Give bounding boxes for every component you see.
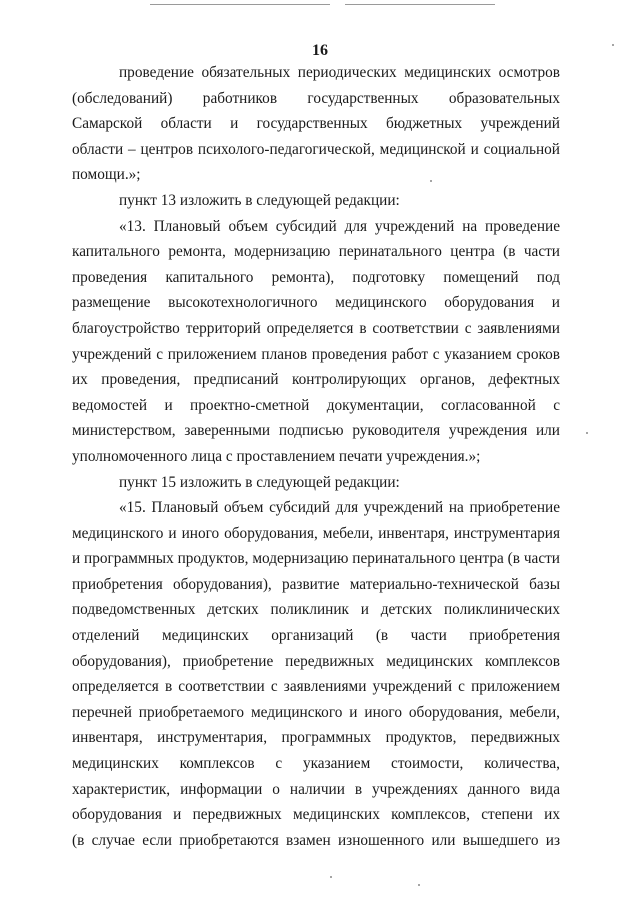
text-line: приобретения оборудования), развитие материально-технической базы bbox=[72, 575, 560, 593]
text-line: учреждений с приложением планов проведения работ с указанием сроков bbox=[72, 345, 560, 363]
text-line: уполномоченного лица с проставлением печати учреждения.»; bbox=[72, 447, 481, 465]
text-line: «13. Плановый объем субсидий для учреждений на проведение bbox=[119, 217, 560, 235]
text-line: размещение высокотехнологичного медицинского оборудования и bbox=[72, 294, 560, 312]
text-line: области – центров психолого-педагогической, медицинской и социальной bbox=[72, 140, 560, 158]
text-line: отделений медицинских организаций (в части приобретения bbox=[72, 627, 560, 645]
text-line: (в случае если приобретаются взамен изношенного или вышедшего из bbox=[72, 831, 560, 849]
scan-edge-line bbox=[150, 4, 330, 5]
text-line: ведомостей и проектно-сметной документации, согласованной с bbox=[72, 396, 560, 414]
text-line: Самарской области и государственных бюджетных учреждений bbox=[72, 115, 560, 133]
text-line: проведения капитального ремонта), подготовку помещений под bbox=[72, 268, 560, 286]
text-line: оборудования и передвижных медицинских комплексов, степени их bbox=[72, 806, 560, 824]
text-line: инвентаря, инструментария, программных продуктов, передвижных bbox=[72, 729, 560, 747]
text-line: подведомственных детских поликлиник и детских поликлинических bbox=[72, 601, 560, 619]
text-line: определяется в соответствии с заявлениями учреждений с приложением bbox=[72, 678, 560, 696]
text-line: медицинского и иного оборудования, мебели, инвентаря, инструментария bbox=[72, 524, 560, 542]
text-line: «15. Плановый объем субсидий для учреждений на приобретение bbox=[119, 499, 560, 517]
scan-speck bbox=[330, 876, 332, 878]
scan-speck bbox=[418, 884, 420, 886]
text-line: помощи.»; bbox=[72, 166, 141, 184]
text-line: их проведения, предписаний контролирующих органов, дефектных bbox=[72, 371, 560, 389]
text-line: оборудования), приобретение передвижных медицинских комплексов bbox=[72, 652, 560, 670]
scan-speck bbox=[430, 180, 432, 182]
text-line: характеристик, информации о наличии в учреждениях данного вида bbox=[72, 780, 560, 798]
text-line: медицинских комплексов с указанием стоимости, количества, bbox=[72, 755, 560, 773]
scan-edge-line bbox=[345, 4, 495, 5]
text-line: перечней приобретаемого медицинского и иного оборудования, мебели, bbox=[72, 703, 560, 721]
text-line: благоустройство территорий определяется в соответствии с заявлениями bbox=[72, 319, 560, 337]
text-line: капитального ремонта, модернизацию перинатального центра (в части bbox=[72, 243, 560, 261]
text-line: пункт 13 изложить в следующей редакции: bbox=[119, 191, 400, 209]
document-body bbox=[72, 60, 560, 853]
text-line: пункт 15 изложить в следующей редакции: bbox=[119, 473, 400, 491]
scan-speck bbox=[612, 44, 614, 46]
page-number: 16 bbox=[312, 42, 328, 59]
text-line: проведение обязательных периодических медицинских осмотров bbox=[119, 64, 560, 81]
text-line: министерством, заверенными подписью руководителя учреждения или bbox=[72, 422, 560, 440]
text-line: и программных продуктов, модернизацию перинатального центра (в части bbox=[72, 550, 560, 568]
text-line: (обследований) работников государственных образовательных bbox=[72, 89, 560, 107]
scan-speck bbox=[586, 432, 588, 434]
